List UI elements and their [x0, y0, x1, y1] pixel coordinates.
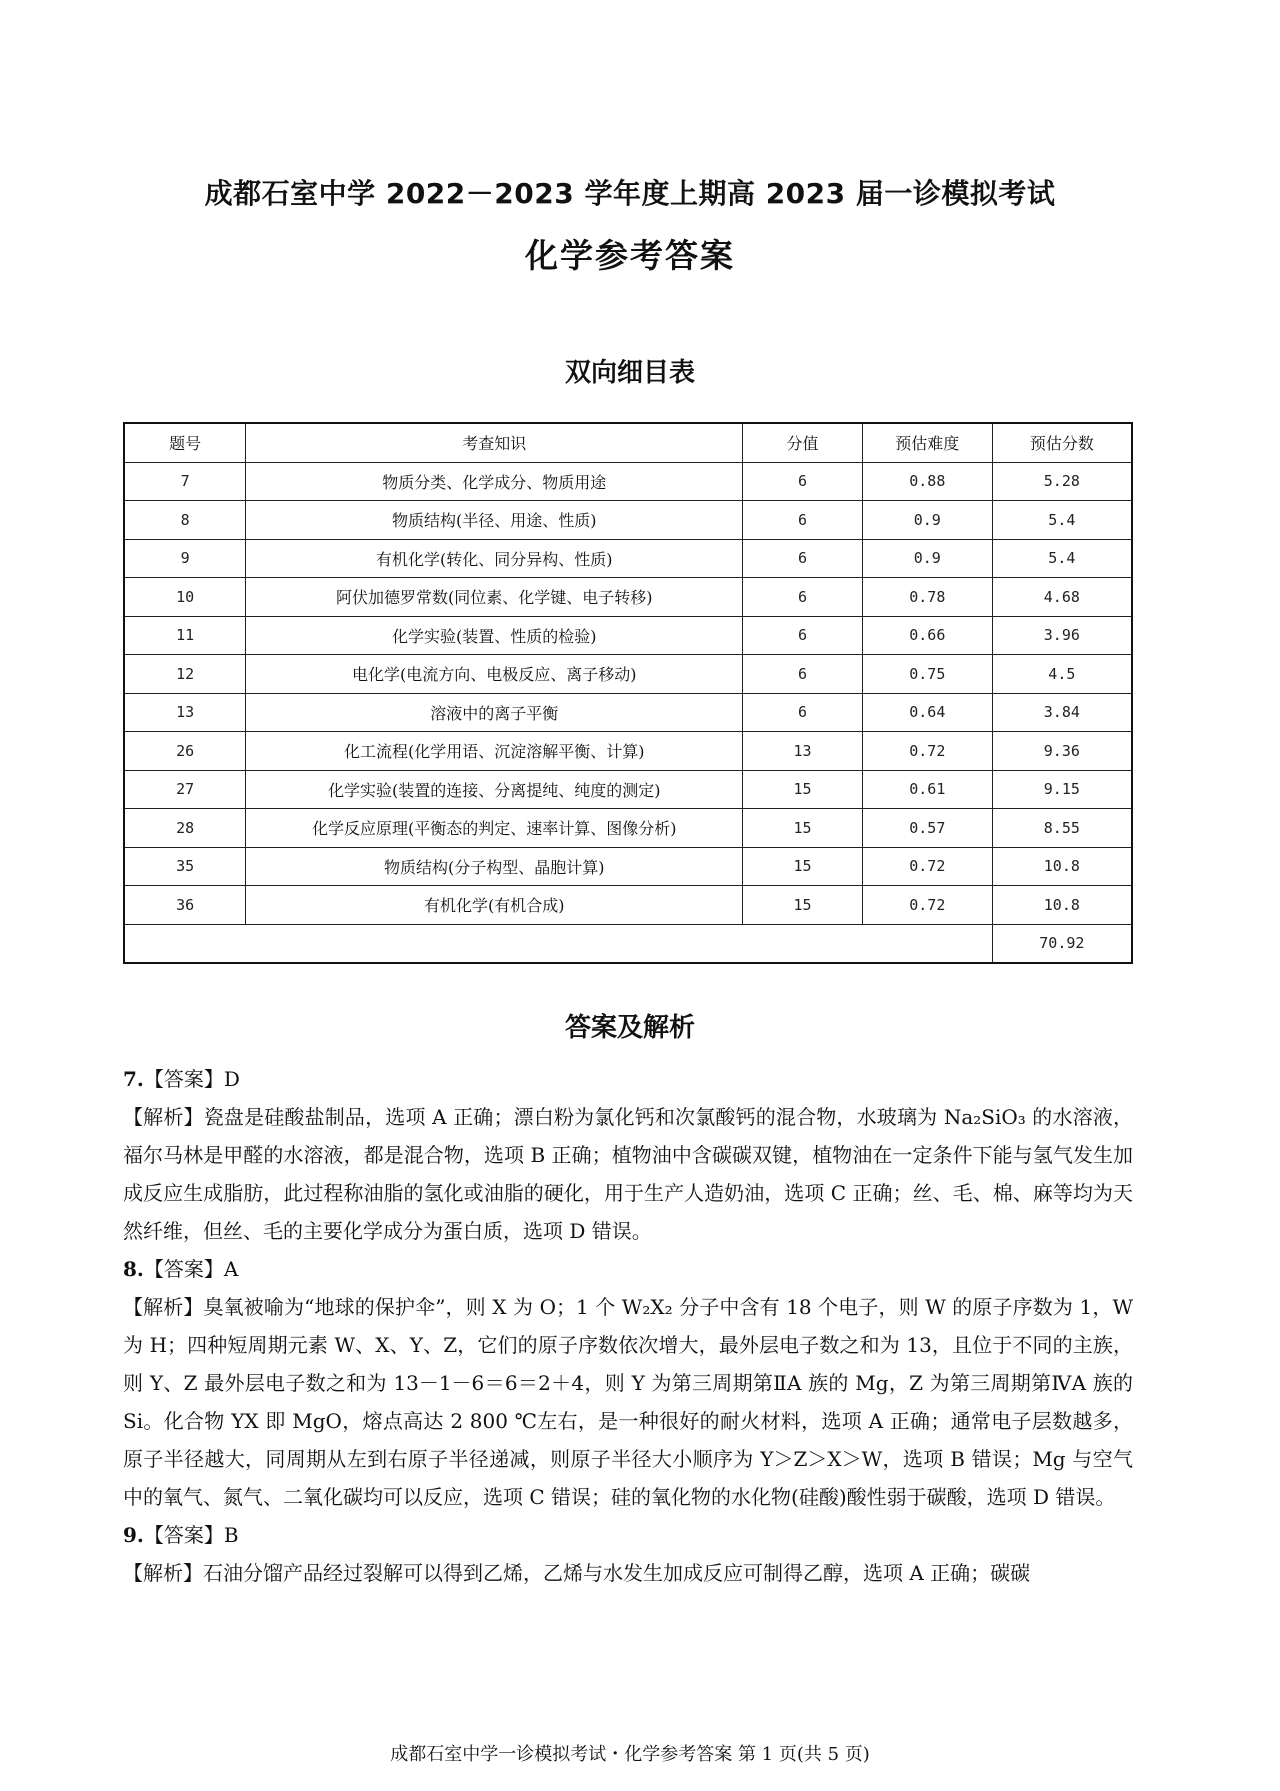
cell-score: 6 — [743, 462, 863, 501]
table-row — [124, 462, 1132, 501]
spec-table — [123, 422, 1133, 964]
cell-estimated-score: 10.8 — [992, 847, 1132, 886]
cell-difficulty: 0.66 — [862, 616, 992, 655]
answer-label: 【答案】 — [143, 1067, 224, 1091]
cell-knowledge: 有机化学(转化、同分异构、性质) — [246, 539, 743, 578]
analysis-paragraph — [123, 1098, 1133, 1250]
cell-score: 13 — [743, 732, 863, 771]
table-row — [124, 693, 1132, 732]
cell-difficulty: 0.78 — [862, 578, 992, 617]
cell-difficulty: 0.9 — [862, 539, 992, 578]
cell-difficulty: 0.72 — [862, 886, 992, 925]
cell-estimated-score: 4.68 — [992, 578, 1132, 617]
answers-section-title: 答案及解析 — [564, 1013, 695, 1043]
cell-question-number: 9 — [124, 539, 246, 578]
spec-table-header-row — [124, 423, 1132, 462]
cell-knowledge: 化学实验(装置、性质的检验) — [246, 616, 743, 655]
cell-question-number: 36 — [124, 886, 246, 925]
cell-knowledge: 物质结构(半径、用途、性质) — [246, 501, 743, 540]
cell-score: 6 — [743, 578, 863, 617]
table-row — [124, 578, 1132, 617]
cell-estimated-score: 5.4 — [992, 501, 1132, 540]
spec-table-total-row — [124, 924, 1132, 963]
answer-heading — [123, 1516, 1133, 1554]
table-row — [124, 886, 1132, 925]
table-row — [124, 501, 1132, 540]
cell-knowledge: 物质分类、化学成分、物质用途 — [246, 462, 743, 501]
cell-estimated-score: 8.55 — [992, 809, 1132, 848]
table-row — [124, 539, 1132, 578]
total-spacer-cell — [124, 924, 992, 963]
question-number: 8. — [123, 1257, 144, 1281]
cell-estimated-score: 3.84 — [992, 693, 1132, 732]
spec-table-title: 双向细目表 — [564, 358, 695, 388]
cell-question-number: 12 — [124, 655, 246, 694]
cell-question-number: 7 — [124, 462, 246, 501]
cell-difficulty: 0.72 — [862, 847, 992, 886]
spec-table-body — [124, 462, 1132, 924]
cell-question-number: 8 — [124, 501, 246, 540]
table-row — [124, 847, 1132, 886]
analysis-paragraph — [123, 1554, 1133, 1592]
analysis-text: 臭氧被喻为“地球的保护伞”，则 X 为 O；1 个 W₂X₂ 分子中含有 18 个电子，则 W 的原子序数为 1，W 为 H；四种短周期元素 W、X、Y、Z，它们的原子序数依次增大，最外层电子数之和为 13，且位于不同的主族，则 Y、Z 最外层电子数之和为 13－1－6＝6＝2＋4，则 Y 为第三周期第ⅡA 族的 Mg，Z 为第三周期第ⅣA 族的 Si。化合物 YX 即 MgO，熔点高达 2 800 ℃左右，是一种很好的耐火材料，选项 A 正确；通常电子层数越多，原子半径越大，同周期从左到右原子半径递减，则原子半径大小顺序为 Y＞Z＞X＞W，选项 B 错误；Mg 与空气中的氧气、氮气、二氧化碳均可以反应，选项 C 错误；硅的氧化物的水化物(硅酸)酸性弱于碳酸，选项 D 错误。 — [123, 1295, 1134, 1509]
cell-question-number: 13 — [124, 693, 246, 732]
col-header-question: 题号 — [124, 423, 246, 462]
cell-difficulty: 0.64 — [862, 693, 992, 732]
cell-knowledge: 化工流程(化学用语、沉淀溶解平衡、计算) — [246, 732, 743, 771]
cell-estimated-score: 5.28 — [992, 462, 1132, 501]
cell-score: 15 — [743, 847, 863, 886]
cell-estimated-score: 10.8 — [992, 886, 1132, 925]
cell-score: 6 — [743, 655, 863, 694]
cell-score: 15 — [743, 809, 863, 848]
table-row — [124, 655, 1132, 694]
cell-difficulty: 0.61 — [862, 770, 992, 809]
question-number: 7. — [123, 1067, 144, 1091]
cell-knowledge: 溶液中的离子平衡 — [246, 693, 743, 732]
cell-question-number: 35 — [124, 847, 246, 886]
analysis-paragraph — [123, 1288, 1133, 1516]
cell-question-number: 26 — [124, 732, 246, 771]
cell-knowledge: 化学反应原理(平衡态的判定、速率计算、图像分析) — [246, 809, 743, 848]
exam-title: 成都石室中学 2022－2023 学年度上期高 2023 届一诊模拟考试 — [204, 177, 1056, 210]
table-row — [124, 732, 1132, 771]
cell-score: 6 — [743, 539, 863, 578]
col-header-estimated-score: 预估分数 — [992, 423, 1132, 462]
cell-question-number: 11 — [124, 616, 246, 655]
analysis-label: 【解析】 — [123, 1295, 204, 1319]
cell-score: 15 — [743, 886, 863, 925]
cell-difficulty: 0.9 — [862, 501, 992, 540]
answer-label: 【答案】 — [143, 1257, 224, 1281]
cell-score: 6 — [743, 616, 863, 655]
cell-knowledge: 阿伏加德罗常数(同位素、化学键、电子转移) — [246, 578, 743, 617]
total-estimated-score: 70.92 — [992, 924, 1132, 963]
table-row — [124, 770, 1132, 809]
cell-knowledge: 化学实验(装置的连接、分离提纯、纯度的测定) — [246, 770, 743, 809]
answer-value: D — [223, 1067, 240, 1091]
analysis-label: 【解析】 — [123, 1105, 204, 1129]
cell-difficulty: 0.75 — [862, 655, 992, 694]
cell-knowledge: 电化学(电流方向、电极反应、离子移动) — [246, 655, 743, 694]
cell-knowledge: 有机化学(有机合成) — [246, 886, 743, 925]
answer-heading — [123, 1060, 1133, 1098]
question-number: 9. — [123, 1523, 144, 1547]
cell-question-number: 28 — [124, 809, 246, 848]
col-header-knowledge: 考查知识 — [246, 423, 743, 462]
cell-score: 15 — [743, 770, 863, 809]
answers-content — [123, 1060, 1133, 1592]
cell-difficulty: 0.72 — [862, 732, 992, 771]
table-row — [124, 809, 1132, 848]
cell-estimated-score: 4.5 — [992, 655, 1132, 694]
document-subtitle: 化学参考答案 — [525, 236, 735, 275]
answer-value: B — [223, 1523, 239, 1547]
cell-estimated-score: 5.4 — [992, 539, 1132, 578]
cell-score: 6 — [743, 501, 863, 540]
cell-difficulty: 0.88 — [862, 462, 992, 501]
col-header-score: 分值 — [743, 423, 863, 462]
cell-estimated-score: 3.96 — [992, 616, 1132, 655]
analysis-text: 石油分馏产品经过裂解可以得到乙烯，乙烯与水发生加成反应可制得乙醇，选项 A 正确；碳碳 — [203, 1561, 1031, 1585]
cell-question-number: 10 — [124, 578, 246, 617]
col-header-difficulty: 预估难度 — [862, 423, 992, 462]
analysis-text: 瓷盘是硅酸盐制品，选项 A 正确；漂白粉为氯化钙和次氯酸钙的混合物，水玻璃为 Na₂SiO₃ 的水溶液，福尔马林是甲醛的水溶液，都是混合物，选项 B 正确；植物油中含碳碳双键，植物油在一定条件下能与氢气发生加成反应生成脂肪，此过程称油脂的氢化或油脂的硬化，用于生产人造奶油，选项 C 正确；丝、毛、棉、麻等均为天然纤维，但丝、毛的主要化学成分为蛋白质，选项 D 错误。 — [123, 1105, 1134, 1243]
cell-estimated-score: 9.15 — [992, 770, 1132, 809]
answer-label: 【答案】 — [143, 1523, 224, 1547]
cell-estimated-score: 9.36 — [992, 732, 1132, 771]
page-footer: 成都石室中学一诊模拟考试・化学参考答案 第 1 页(共 5 页) — [390, 1744, 870, 1765]
answer-heading — [123, 1250, 1133, 1288]
analysis-label: 【解析】 — [123, 1561, 203, 1585]
cell-question-number: 27 — [124, 770, 246, 809]
cell-difficulty: 0.57 — [862, 809, 992, 848]
table-row — [124, 616, 1132, 655]
cell-score: 6 — [743, 693, 863, 732]
cell-knowledge: 物质结构(分子构型、晶胞计算) — [246, 847, 743, 886]
answer-value: A — [223, 1257, 239, 1281]
